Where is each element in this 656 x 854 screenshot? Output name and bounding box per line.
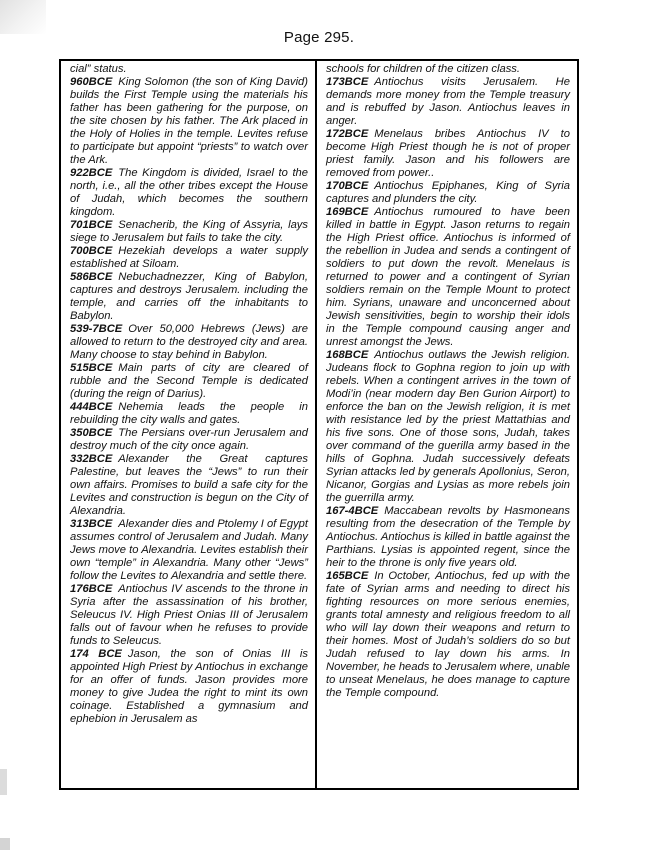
entry-date: 165BCE — [326, 570, 369, 582]
timeline-entry — [326, 76, 570, 128]
entry-text: Nebuchadnezzer, King of Babylon, captures and destroys Jerusalem. including the temple, and carries off the inhabitants to Babylon. — [70, 271, 308, 322]
entry-text: Main parts of city are cleared of rubble and the Second Temple is dedicated (during the reign of Darius). — [70, 362, 308, 400]
timeline-entry — [326, 180, 570, 206]
timeline-continuation: schools for children of the citizen class. — [326, 63, 521, 75]
timeline-entry — [70, 219, 308, 245]
page-title: Page 295. — [283, 29, 355, 46]
entry-text: Antiochus IV ascends to the throne in Syria after the assassination of his brother, Seleucus IV. High Priest Onias III of Jerusalem falls out of favour when he refuses to provide funds to Seleucus. — [70, 583, 308, 647]
entry-date: 444BCE — [70, 401, 113, 413]
entry-date: 176BCE — [70, 583, 113, 595]
entry-text: Senacherib, the King of Assyria, lays siege to Jerusalem but fails to take the city. — [70, 219, 308, 244]
timeline-entry — [70, 245, 308, 271]
timeline-entry — [70, 362, 308, 401]
entry-text: Antiochus rumoured to have been killed in battle in Egypt. Jason returns to regain the High Priest office. Antiochus is informed of the rebellion in Judea and sends a contingent of soldiers to put down the revolt. Menelaus is returned to power and a contingent of Syrian soldiers remain on the Temple Mount to protect him. Syrians, unaware and unconcerned about Jewish sensitivities, begin to worship their idols in the Temple compound causing anger and unrest amongst the Jews. — [326, 206, 570, 348]
entry-date: 960BCE — [70, 76, 113, 88]
entry-text: Alexander dies and Ptolemy I of Egypt assumes control of Jerusalem and Judah. Many Jews move to Alexandria. Levites establish their own “temple” in Alexandria. Many other “Jews” follow the Levites to Alexandria and settle there. — [70, 518, 308, 582]
timeline-entry — [326, 128, 570, 180]
entry-date: 539-7BCE — [70, 323, 123, 335]
entry-text: Nehemia leads the people in rebuilding the city walls and gates. — [70, 401, 308, 426]
entry-date: 313BCE — [70, 518, 113, 530]
entry-text: Over 50,000 Hebrews (Jews) are allowed to return to the destroyed city and area. Many choose to stay behind in Babylon. — [70, 323, 308, 361]
entry-text: The Persians over-run Jerusalem and destroy much of the city once again. — [70, 427, 308, 452]
timeline-entry — [70, 271, 308, 323]
entry-date: 350BCE — [70, 427, 113, 439]
entry-date: 174 BCE — [70, 648, 122, 660]
timeline-entry — [70, 167, 308, 219]
timeline-column-left — [61, 61, 317, 788]
scan-artifact-left-edge — [0, 769, 7, 795]
entry-text: The Kingdom is divided, Israel to the north, i.e., all the other tribes except the House of Judah, which becomes the southern kingdom. — [70, 167, 308, 218]
timeline-entry — [326, 570, 570, 700]
entry-text: Antiochus visits Jerusalem. He demands more money from the Temple treasury and is rebuffed by Jason. Antiochus leaves in anger. — [326, 76, 570, 127]
entry-text: Hezekiah develops a water supply established at Siloam. — [70, 245, 308, 270]
entry-date: 700BCE — [70, 245, 113, 257]
entry-date: 332BCE — [70, 453, 113, 465]
entry-date: 586BCE — [70, 271, 113, 283]
timeline-entry — [70, 518, 308, 583]
entry-text: King Solomon (the son of King David) builds the First Temple using the materials his father has been gathering for the purpose, on the site chosen by his father. The Ark placed in the Holy of Holies in the temple. Levites refuse to participate but appoint “priests” to watch over the Ark. — [70, 76, 308, 166]
entry-date: 172BCE — [326, 128, 369, 140]
timeline-entry — [326, 206, 570, 349]
entry-text: Maccabean revolts by Hasmoneans resulting from the desecration of the Temple by Antiochus. Antiochus is killed in battle against the Parthians. Lysias is appointed regent, since the heir to the throne is only five years old. — [326, 505, 570, 569]
timeline-entry — [70, 76, 308, 167]
timeline-entry — [70, 427, 308, 453]
timeline-entry — [70, 401, 308, 427]
entry-date: 173BCE — [326, 76, 369, 88]
timeline-entry — [326, 349, 570, 505]
entry-text: Antiochus outlaws the Jewish religion. Judeans flock to Gophna region to join up with rebels. When a contingent arrives in the town of Modi’in (near modern day Ben Gurion Airport) to enforce the ban on the Jewish religion, it is met with resistance led by the priest Mattathias and his five sons. One of those sons, Judah, takes over command of the guerilla army based in the hills of Gophna. Judah successively defeats Syrian attacks led by generals Apollonius, Seron, Nicanor, Gorgias and Lysias as more rebels join the guerrilla army. — [326, 349, 570, 504]
entry-date: 167-4BCE — [326, 505, 379, 517]
entry-text: Jason, the son of Onias III is appointed High Priest by Antiochus in exchange for an offer of funds. Jason provides more money to give Judea the right to mint its own coinage. Established a gymnasium and ephebion in Jerusalem as — [70, 648, 308, 725]
entry-date: 170BCE — [326, 180, 369, 192]
timeline-entry — [70, 583, 308, 648]
timeline-column-right — [317, 61, 577, 788]
timeline-entry — [70, 323, 308, 362]
timeline-box — [59, 59, 579, 790]
scan-artifact-bottom-edge — [0, 838, 10, 850]
timeline-entry — [70, 453, 308, 518]
scan-artifact-topleft — [0, 0, 46, 34]
entry-date: 168BCE — [326, 349, 369, 361]
entry-text: Alexander the Great captures Palestine, but leaves the “Jews” to run their own affairs. Promises to build a safe city for the Levites and construction is begun on the City of Alexandria. — [70, 453, 308, 517]
timeline-entry — [326, 505, 570, 570]
entry-date: 515BCE — [70, 362, 113, 374]
entry-text: Menelaus bribes Antiochus IV to become High Priest though he is not of proper priest family. Jason and his followers are removed from power.. — [326, 128, 570, 179]
entry-date: 169BCE — [326, 206, 369, 218]
entry-date: 922BCE — [70, 167, 113, 179]
timeline-continuation: cial” status. — [70, 63, 127, 75]
entry-text: Antiochus Epiphanes, King of Syria captures and plunders the city. — [326, 180, 570, 205]
timeline-entry — [70, 648, 308, 726]
entry-text: In October, Antiochus, fed up with the fate of Syrian arms and needing to direct his fighting resources on more serious enemies, grants total amnesty and religious freedom to all who will lay down their weapons and return to their homes. Most of Judah’s soldiers do so but Judah refused to lay down his arms. In November, he heads to Jerusalem where, unable to unseat Menelaus, he does manage to capture the Temple compound. — [326, 570, 570, 699]
entry-date: 701BCE — [70, 219, 113, 231]
